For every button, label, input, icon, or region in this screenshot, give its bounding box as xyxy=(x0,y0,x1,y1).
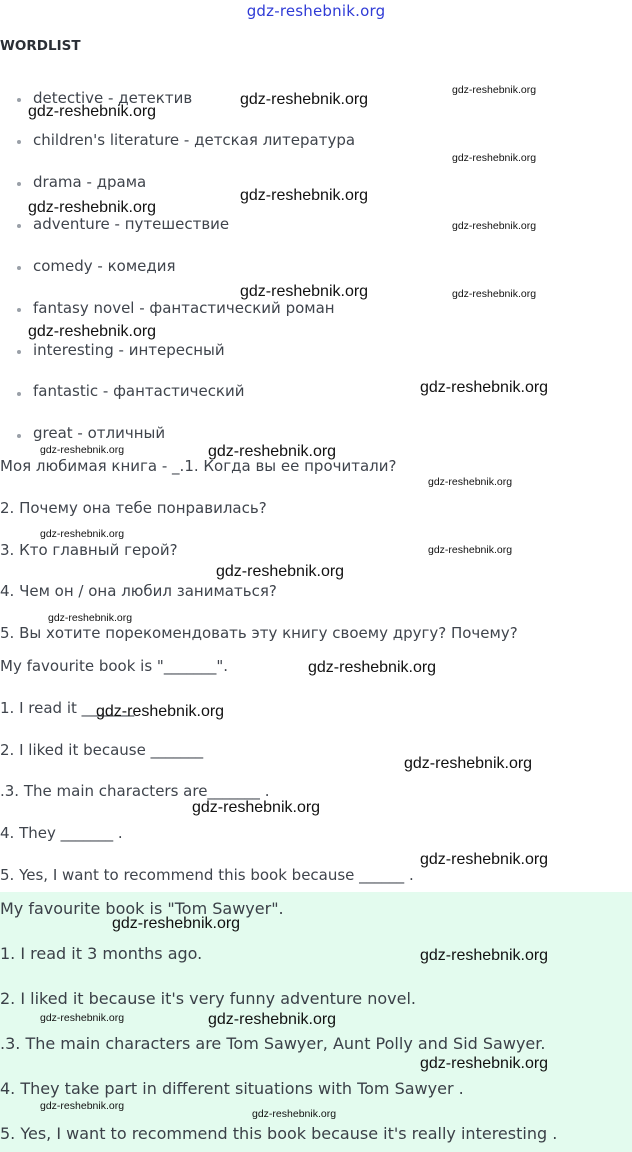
wordlist-item: fantastic - фантастический xyxy=(33,382,245,400)
bullet-icon xyxy=(17,266,21,270)
bullet-icon xyxy=(17,140,21,144)
watermark: gdz-reshebnik.org xyxy=(452,288,537,300)
answer-line: 4. They take part in different situations with Tom Sawyer . xyxy=(0,1079,464,1098)
bullet-icon xyxy=(17,308,21,312)
wordlist-item: drama - драма xyxy=(33,173,147,191)
question-line: 2. Почему она тебе понравилась? xyxy=(0,499,267,517)
watermark: gdz-reshebnik.org xyxy=(428,544,513,556)
watermark: gdz-reshebnik.org xyxy=(420,851,549,868)
watermark: gdz-reshebnik.org xyxy=(28,103,157,120)
template-line: 2. I liked it because _______ xyxy=(0,741,204,759)
bullet-icon xyxy=(17,224,21,228)
watermark: gdz-reshebnik.org xyxy=(40,528,125,540)
watermark: gdz-reshebnik.org xyxy=(240,91,369,108)
watermark: gdz-reshebnik.org xyxy=(420,379,549,396)
watermark: gdz-reshebnik.org xyxy=(420,947,549,964)
watermark: gdz-reshebnik.org xyxy=(28,323,157,340)
template-line: 5. Yes, I want to recommend this book because ______ . xyxy=(0,866,414,884)
watermark: gdz-reshebnik.org xyxy=(240,187,369,204)
answer-line: 2. I liked it because it's very funny adventure novel. xyxy=(0,989,416,1008)
bullet-icon xyxy=(17,434,21,438)
answer-line: .3. The main characters are Tom Sawyer, Aunt Polly and Sid Sawyer. xyxy=(0,1034,546,1053)
watermark: gdz-reshebnik.org xyxy=(48,612,133,624)
wordlist-item: adventure - путешествие xyxy=(33,215,230,233)
watermark: gdz-reshebnik.org xyxy=(112,915,241,932)
wordlist-item: detective - детектив xyxy=(33,89,193,107)
answer-line: 5. Yes, I want to recommend this book because it's really interesting . xyxy=(0,1124,558,1143)
question-line: 5. Вы хотите порекомендовать эту книгу своему другу? Почему? xyxy=(0,624,518,642)
watermark: gdz-reshebnik.org xyxy=(428,476,513,488)
question-line: 3. Кто главный герой? xyxy=(0,541,178,559)
watermark: gdz-reshebnik.org xyxy=(208,1011,337,1028)
watermark: gdz-reshebnik.org xyxy=(40,444,125,456)
template-line: .3. The main characters are_______ . xyxy=(0,782,270,800)
question-line: Моя любимая книга - _.1. Когда вы ее прочитали? xyxy=(0,457,397,475)
bullet-icon xyxy=(17,98,21,102)
wordlist-item: children's literature - детская литература xyxy=(33,131,356,149)
watermark: gdz-reshebnik.org xyxy=(192,799,321,816)
wordlist-title: WORDLIST xyxy=(0,38,81,54)
site-header-link[interactable]: gdz-reshebnik.org xyxy=(246,2,386,20)
template-line: My favourite book is "_______". xyxy=(0,657,228,675)
answer-line: 1. I read it 3 months ago. xyxy=(0,944,203,963)
template-line: 4. They _______ . xyxy=(0,824,123,842)
watermark: gdz-reshebnik.org xyxy=(40,1100,125,1112)
watermark: gdz-reshebnik.org xyxy=(96,703,225,720)
watermark: gdz-reshebnik.org xyxy=(452,152,537,164)
watermark: gdz-reshebnik.org xyxy=(252,1108,337,1120)
question-line: 4. Чем он / она любил заниматься? xyxy=(0,582,277,600)
watermark: gdz-reshebnik.org xyxy=(208,443,337,460)
bullet-icon xyxy=(17,392,21,396)
wordlist-item: great - отличный xyxy=(33,424,166,442)
answer-line: My favourite book is "Tom Sawyer". xyxy=(0,899,284,918)
bullet-icon xyxy=(17,182,21,186)
watermark: gdz-reshebnik.org xyxy=(452,84,537,96)
template-line: 1. I read it _______ xyxy=(0,699,135,717)
wordlist-item: fantasy novel - фантастический роман xyxy=(33,299,335,317)
watermark: gdz-reshebnik.org xyxy=(452,220,537,232)
bullet-icon xyxy=(17,350,21,354)
watermark: gdz-reshebnik.org xyxy=(404,755,533,772)
watermark: gdz-reshebnik.org xyxy=(420,1055,549,1072)
watermark: gdz-reshebnik.org xyxy=(216,563,345,580)
watermark: gdz-reshebnik.org xyxy=(28,199,157,216)
wordlist-item: comedy - комедия xyxy=(33,257,176,275)
watermark: gdz-reshebnik.org xyxy=(308,659,437,676)
watermark: gdz-reshebnik.org xyxy=(240,283,369,300)
wordlist-item: interesting - интересный xyxy=(33,341,225,359)
watermark: gdz-reshebnik.org xyxy=(40,1012,125,1024)
